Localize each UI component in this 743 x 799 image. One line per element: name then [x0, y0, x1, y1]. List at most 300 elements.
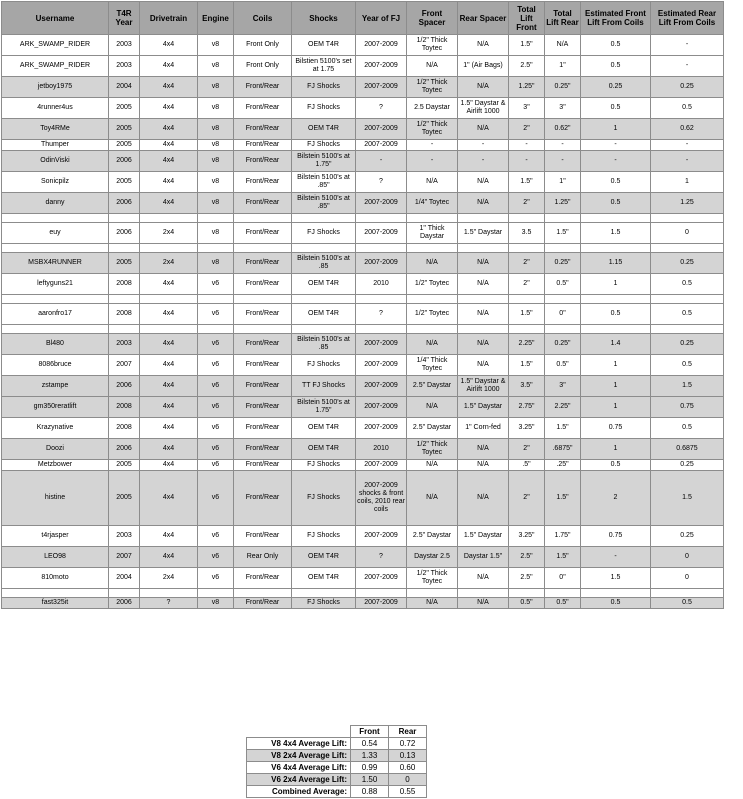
table-cell: 2"	[509, 193, 545, 214]
table-cell: 2007	[109, 355, 140, 376]
table-cell: 3"	[545, 376, 581, 397]
summary-value: 0.54	[351, 738, 389, 750]
table-cell: 2.5 Daystar	[407, 98, 458, 119]
blank-cell	[651, 325, 724, 334]
table-cell: 1.5"	[545, 471, 581, 526]
table-cell: OEM T4R	[292, 119, 356, 140]
blank-cell	[458, 214, 509, 223]
blank-cell	[581, 244, 651, 253]
blank-row	[2, 589, 724, 598]
blank-cell	[651, 214, 724, 223]
summary-value: 0	[389, 774, 427, 786]
table-cell: v6	[198, 439, 234, 460]
table-cell: 2007-2009	[356, 568, 407, 589]
blank-cell	[198, 214, 234, 223]
table-cell: 1" (Air Bags)	[458, 56, 509, 77]
blank-cell	[545, 325, 581, 334]
table-cell: Bilstein 5100's at .85"	[292, 193, 356, 214]
table-cell: 0"	[545, 304, 581, 325]
table-cell: euy	[2, 223, 109, 244]
table-cell: 2"	[509, 439, 545, 460]
table-cell: 2x4	[140, 253, 198, 274]
table-cell: 0.5"	[509, 598, 545, 609]
table-cell: Front/Rear	[234, 526, 292, 547]
blank-cell	[651, 589, 724, 598]
table-cell: 2007-2009	[356, 598, 407, 609]
table-cell: Bilstien 5100's set at 1.75	[292, 56, 356, 77]
table-cell: 0.5"	[545, 274, 581, 295]
table-cell: 2007-2009	[356, 418, 407, 439]
blank-cell	[651, 244, 724, 253]
blank-row	[2, 214, 724, 223]
table-cell: 2007-2009	[356, 376, 407, 397]
blank-cell	[109, 589, 140, 598]
table-cell: 1.25	[651, 193, 724, 214]
table-row	[2, 568, 724, 589]
blank-cell	[545, 244, 581, 253]
table-cell: 1.5	[651, 376, 724, 397]
blank-cell	[407, 214, 458, 223]
blank-cell	[140, 244, 198, 253]
table-cell: jetboy1975	[2, 77, 109, 98]
table-cell: 2005	[109, 253, 140, 274]
table-cell: 2007-2009	[356, 334, 407, 355]
table-cell: 1	[581, 376, 651, 397]
col-header: Username	[2, 2, 109, 35]
blank-cell	[356, 325, 407, 334]
table-cell: 1.5	[581, 223, 651, 244]
table-cell: 1.5"	[509, 172, 545, 193]
table-cell: Front/Rear	[234, 274, 292, 295]
table-row	[2, 274, 724, 295]
table-cell: 0.5	[581, 598, 651, 609]
summary-body	[247, 738, 427, 798]
blank-cell	[581, 325, 651, 334]
table-cell: Front/Rear	[234, 223, 292, 244]
table-cell: FJ Shocks	[292, 471, 356, 526]
summary-label: V8 2x4 Average Lift:	[247, 750, 351, 762]
table-body	[2, 35, 724, 609]
table-cell: Front/Rear	[234, 172, 292, 193]
blank-cell	[140, 589, 198, 598]
table-cell: Sonicpilz	[2, 172, 109, 193]
table-cell: 1/4" Thick Toytec	[407, 355, 458, 376]
blank-cell	[2, 325, 109, 334]
blank-cell	[407, 325, 458, 334]
col-header: Total Lift Front	[509, 2, 545, 35]
table-cell: 2007	[109, 547, 140, 568]
table-cell: 0.5"	[545, 598, 581, 609]
table-cell: 2010	[356, 274, 407, 295]
table-cell: 2.5" Daystar	[407, 526, 458, 547]
table-cell: Front/Rear	[234, 471, 292, 526]
table-cell: Front/Rear	[234, 334, 292, 355]
table-cell: 2008	[109, 397, 140, 418]
table-cell: .5"	[509, 460, 545, 471]
summary-col-header: Front	[351, 726, 389, 738]
table-cell: Doozi	[2, 439, 109, 460]
table-cell: 1	[581, 439, 651, 460]
table-cell: 0.5	[651, 598, 724, 609]
table-cell: 1"	[545, 56, 581, 77]
table-cell: ?	[356, 98, 407, 119]
table-cell: 2010	[356, 439, 407, 460]
table-cell: 2006	[109, 439, 140, 460]
blank-cell	[2, 295, 109, 304]
table-cell: 0	[651, 568, 724, 589]
blank-cell	[458, 325, 509, 334]
table-cell: Daystar 1.5"	[458, 547, 509, 568]
table-cell: 1	[581, 397, 651, 418]
table-cell: 2007-2009	[356, 526, 407, 547]
blank-cell	[109, 244, 140, 253]
table-cell: N/A	[458, 460, 509, 471]
table-row	[2, 193, 724, 214]
table-row	[2, 397, 724, 418]
summary-value: 0.55	[389, 786, 427, 798]
table-cell: v8	[198, 598, 234, 609]
table-cell: LEO98	[2, 547, 109, 568]
table-cell: N/A	[407, 460, 458, 471]
table-cell: Front Only	[234, 35, 292, 56]
table-cell: N/A	[458, 304, 509, 325]
table-cell: 2.5" Daystar	[407, 376, 458, 397]
table-cell: 0.5	[581, 98, 651, 119]
blank-cell	[458, 244, 509, 253]
table-cell: Bilstein 5100's at 1.75"	[292, 397, 356, 418]
table-cell: 0.25"	[545, 77, 581, 98]
table-cell: N/A	[407, 598, 458, 609]
blank-cell	[234, 295, 292, 304]
table-cell: -	[545, 151, 581, 172]
table-cell: TT FJ Shocks	[292, 376, 356, 397]
table-cell: 1.4	[581, 334, 651, 355]
header-row	[2, 2, 724, 35]
table-row	[2, 418, 724, 439]
table-cell: 1	[581, 119, 651, 140]
table-row	[2, 223, 724, 244]
table-cell: Bilstein 5100's at .85	[292, 334, 356, 355]
table-cell: 2007-2009	[356, 355, 407, 376]
table-cell: v8	[198, 172, 234, 193]
table-cell: Front/Rear	[234, 193, 292, 214]
table-cell: 4x4	[140, 397, 198, 418]
blank-cell	[2, 214, 109, 223]
table-cell: 2005	[109, 172, 140, 193]
table-cell: Bilstein 5100's at 1.75"	[292, 151, 356, 172]
table-cell: 2007-2009 shocks & front coils, 2010 rear coils	[356, 471, 407, 526]
table-cell: 0	[651, 223, 724, 244]
table-cell: 1/2" Thick Toytec	[407, 35, 458, 56]
table-cell: 2x4	[140, 568, 198, 589]
table-cell: -	[458, 140, 509, 151]
table-cell: 1/4" Toytec	[407, 193, 458, 214]
table-cell: Front/Rear	[234, 460, 292, 471]
table-cell: FJ Shocks	[292, 598, 356, 609]
table-row	[2, 77, 724, 98]
table-cell: Front/Rear	[234, 598, 292, 609]
table-cell: 1.5"	[509, 304, 545, 325]
table-cell: 2006	[109, 151, 140, 172]
table-cell: 2006	[109, 193, 140, 214]
table-cell: 1.15	[581, 253, 651, 274]
table-cell: aaronfro17	[2, 304, 109, 325]
table-cell: N/A	[458, 77, 509, 98]
table-cell: 0.5	[651, 355, 724, 376]
summary-row	[247, 738, 427, 750]
table-row	[2, 172, 724, 193]
table-cell: 2006	[109, 376, 140, 397]
blank-cell	[509, 214, 545, 223]
table-cell: 0.25	[651, 334, 724, 355]
table-cell: Bilstein 5100's at .85"	[292, 172, 356, 193]
table-cell: 4x4	[140, 439, 198, 460]
table-cell: 0.25	[651, 526, 724, 547]
table-cell: 1.5	[651, 471, 724, 526]
blank-cell	[509, 589, 545, 598]
table-cell: v8	[198, 98, 234, 119]
blank-cell	[198, 244, 234, 253]
blank-cell	[292, 214, 356, 223]
table-cell: ?	[140, 598, 198, 609]
table-cell: ARK_SWAMP_RIDER	[2, 35, 109, 56]
table-cell: 1.25"	[545, 193, 581, 214]
table-cell: 0.5	[581, 460, 651, 471]
table-cell: histine	[2, 471, 109, 526]
summary-value: 0.60	[389, 762, 427, 774]
table-cell: 4x4	[140, 460, 198, 471]
summary-value: 0.72	[389, 738, 427, 750]
table-cell: 4x4	[140, 334, 198, 355]
col-header: Drivetrain	[140, 2, 198, 35]
table-cell: FJ Shocks	[292, 98, 356, 119]
table-cell: 2003	[109, 334, 140, 355]
table-cell: Front/Rear	[234, 119, 292, 140]
table-cell: ARK_SWAMP_RIDER	[2, 56, 109, 77]
table-cell: 2.25"	[545, 397, 581, 418]
table-cell: 2005	[109, 140, 140, 151]
blank-cell	[109, 214, 140, 223]
table-row	[2, 98, 724, 119]
table-cell: 1.5" Daystar & Airlift 1000	[458, 376, 509, 397]
table-cell: v6	[198, 397, 234, 418]
table-cell: FJ Shocks	[292, 355, 356, 376]
blank-cell	[198, 325, 234, 334]
blank-cell	[356, 589, 407, 598]
table-row	[2, 35, 724, 56]
table-cell: 1.75"	[545, 526, 581, 547]
blank-cell	[581, 589, 651, 598]
table-cell: v6	[198, 334, 234, 355]
blank-cell	[140, 214, 198, 223]
col-header: Estimated Front Lift From Coils	[581, 2, 651, 35]
table-cell: ?	[356, 304, 407, 325]
blank-cell	[234, 325, 292, 334]
table-cell: -	[509, 151, 545, 172]
blank-cell	[198, 295, 234, 304]
table-cell: 0.5	[581, 56, 651, 77]
table-cell: -	[651, 56, 724, 77]
table-cell: 1.5"	[509, 355, 545, 376]
table-row	[2, 376, 724, 397]
table-cell: 4x4	[140, 547, 198, 568]
table-cell: gm350reratlift	[2, 397, 109, 418]
col-header: Estimated Rear Lift From Coils	[651, 2, 724, 35]
table-cell: t4rjasper	[2, 526, 109, 547]
table-cell: 2.5" Daystar	[407, 418, 458, 439]
table-cell: 1/2" Thick Toytec	[407, 77, 458, 98]
table-cell: Daystar 2.5	[407, 547, 458, 568]
table-cell: danny	[2, 193, 109, 214]
table-cell: 4x4	[140, 119, 198, 140]
table-cell: OdinViski	[2, 151, 109, 172]
table-cell: 3"	[545, 98, 581, 119]
blank-cell	[198, 589, 234, 598]
table-cell: Front/Rear	[234, 376, 292, 397]
table-cell: N/A	[458, 253, 509, 274]
blank-cell	[545, 295, 581, 304]
blank-cell	[407, 295, 458, 304]
table-cell: 1/2" Toytec	[407, 304, 458, 325]
summary-corner	[247, 726, 351, 738]
table-cell: 3.5"	[509, 376, 545, 397]
summary-value: 0.88	[351, 786, 389, 798]
table-cell: -	[651, 151, 724, 172]
blank-cell	[234, 589, 292, 598]
table-cell: 4x4	[140, 304, 198, 325]
table-row	[2, 56, 724, 77]
table-cell: 2007-2009	[356, 140, 407, 151]
table-cell: 4x4	[140, 98, 198, 119]
table-cell: -	[581, 140, 651, 151]
table-cell: 2007-2009	[356, 253, 407, 274]
table-row	[2, 598, 724, 609]
table-cell: 1" Thick Daystar	[407, 223, 458, 244]
average-lift-summary	[246, 725, 427, 798]
table-row	[2, 439, 724, 460]
table-cell: 3.25"	[509, 526, 545, 547]
table-cell: 0.25"	[545, 334, 581, 355]
blank-row	[2, 325, 724, 334]
table-row	[2, 526, 724, 547]
table-cell: v8	[198, 140, 234, 151]
table-cell: 1.25"	[509, 77, 545, 98]
table-cell: 2007-2009	[356, 77, 407, 98]
table-cell: 0.25	[651, 77, 724, 98]
table-cell: 1"	[545, 172, 581, 193]
table-cell: 2.5"	[509, 547, 545, 568]
table-cell: Front Only	[234, 56, 292, 77]
table-cell: 1.5" Daystar	[458, 223, 509, 244]
blank-cell	[651, 295, 724, 304]
table-cell: -	[545, 140, 581, 151]
table-cell: -	[356, 151, 407, 172]
table-cell: v8	[198, 223, 234, 244]
table-cell: 0.5	[651, 304, 724, 325]
table-cell: 0.25	[651, 460, 724, 471]
table-cell: 4x4	[140, 172, 198, 193]
table-cell: v6	[198, 418, 234, 439]
summary-value: 0.13	[389, 750, 427, 762]
table-cell: OEM T4R	[292, 304, 356, 325]
table-row	[2, 460, 724, 471]
table-cell: 2.25"	[509, 334, 545, 355]
table-cell: -	[509, 140, 545, 151]
table-cell: 1.5"	[509, 35, 545, 56]
table-cell: 4x4	[140, 56, 198, 77]
table-cell: 4x4	[140, 77, 198, 98]
table-cell: 0.25	[651, 253, 724, 274]
blank-row	[2, 244, 724, 253]
table-cell: .25"	[545, 460, 581, 471]
table-cell: 0	[651, 547, 724, 568]
table-cell: 2007-2009	[356, 397, 407, 418]
table-cell: N/A	[458, 355, 509, 376]
blank-cell	[509, 295, 545, 304]
table-cell: 4x4	[140, 418, 198, 439]
summary-row	[247, 786, 427, 798]
table-cell: 2003	[109, 526, 140, 547]
table-cell: v6	[198, 355, 234, 376]
blank-cell	[292, 244, 356, 253]
table-cell: N/A	[458, 598, 509, 609]
table-cell: 2	[581, 471, 651, 526]
table-cell: Front/Rear	[234, 304, 292, 325]
col-header: Rear Spacer	[458, 2, 509, 35]
table-cell: 4x4	[140, 376, 198, 397]
summary-label: V6 2x4 Average Lift:	[247, 774, 351, 786]
table-cell: N/A	[407, 397, 458, 418]
blank-cell	[292, 589, 356, 598]
blank-cell	[234, 244, 292, 253]
table-cell: 2"	[509, 274, 545, 295]
table-cell: ?	[356, 547, 407, 568]
table-cell: 1/2" Thick Toytec	[407, 119, 458, 140]
table-cell: 2005	[109, 471, 140, 526]
table-cell: N/A	[407, 471, 458, 526]
col-header: Front Spacer	[407, 2, 458, 35]
table-cell: 1/2" Toytec	[407, 274, 458, 295]
table-row	[2, 119, 724, 140]
table-cell: 0.5	[651, 98, 724, 119]
table-cell: N/A	[458, 119, 509, 140]
table-cell: 3.5	[509, 223, 545, 244]
table-cell: Front/Rear	[234, 418, 292, 439]
table-cell: -	[458, 151, 509, 172]
table-cell: 2004	[109, 568, 140, 589]
blank-cell	[458, 295, 509, 304]
table-row	[2, 304, 724, 325]
table-row	[2, 355, 724, 376]
table-cell: Front/Rear	[234, 98, 292, 119]
blank-cell	[509, 244, 545, 253]
table-cell: Bl480	[2, 334, 109, 355]
blank-cell	[140, 325, 198, 334]
table-cell: N/A	[458, 471, 509, 526]
table-cell: 2003	[109, 56, 140, 77]
col-header: Year of FJ	[356, 2, 407, 35]
table-cell: 4runner4us	[2, 98, 109, 119]
table-cell: 1.5"	[545, 418, 581, 439]
col-header: Total Lift Rear	[545, 2, 581, 35]
table-cell: v8	[198, 56, 234, 77]
table-cell: 2006	[109, 223, 140, 244]
table-cell: v8	[198, 253, 234, 274]
table-cell: 4x4	[140, 355, 198, 376]
table-cell: FJ Shocks	[292, 460, 356, 471]
summary-row	[247, 750, 427, 762]
table-cell: Front/Rear	[234, 253, 292, 274]
